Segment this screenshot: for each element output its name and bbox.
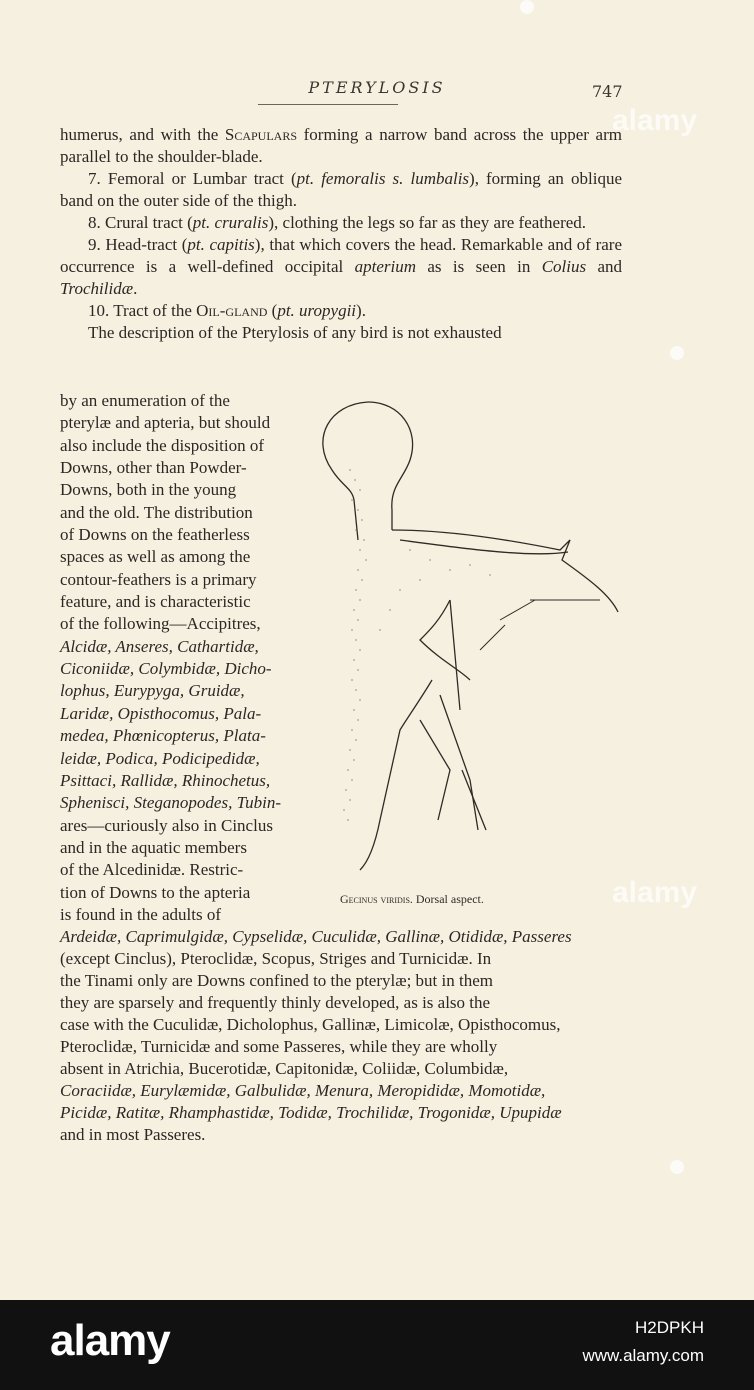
paragraph-description-start: The description of the Pterylosis of any bird is not exhausted (88, 323, 502, 342)
header-rule (258, 104, 398, 105)
text-line: ares—curiously also in Cinclus (60, 815, 273, 835)
paragraph-crural-tract: 8. Crural tract (pt. cruralis), clothing the legs so far as they are feathered. (88, 213, 587, 232)
paragraph-femoral-tract: 7. Femoral or Lumbar tract (pt. femoralis s. lumbalis), forming an oblique band on the outer side of the thigh. (60, 169, 622, 210)
head-outline (323, 402, 368, 540)
paragraph-scapulars: humerus, and with the Scapulars forming a narrow band across the upper arm parallel to the shoulder-blade. (60, 125, 622, 166)
text-line: Laridæ, Opisthocomus, Pala- (60, 703, 262, 723)
watermark-dot (520, 0, 534, 14)
top-text-block (60, 124, 622, 344)
watermark-dot (670, 346, 684, 360)
text-line: Downs, other than Powder- (60, 458, 247, 478)
text-line: Picidæ, Ratitæ, Rhamphastidæ, Todidæ, Trochilidæ, Trogonidæ, Upupidæ (60, 1103, 562, 1122)
text-line: of Downs on the featherless (60, 525, 250, 545)
text-line: and in most Passeres. (60, 1125, 206, 1144)
text-line: and in the aquatic members (60, 837, 247, 857)
text-line: and the old. The distribution (60, 502, 253, 522)
text-line: also include the disposition of (60, 435, 264, 455)
text-line: pterylæ and apteria, but should (60, 413, 271, 433)
text-line: absent in Atrichia, Bucerotidæ, Capitonidæ, Coliidæ, Columbidæ, (60, 1059, 509, 1078)
text-line: Ciconiidæ, Colymbidæ, Dicho- (60, 659, 272, 679)
paragraph-head-tract: 9. Head-tract (pt. capitis), that which covers the head. Remarkable and of rare occurrence is a well-defined occipital apterium as is seen in Colius and Trochilidæ. (60, 235, 623, 298)
text-line: contour-feathers is a primary (60, 569, 257, 589)
text-line: case with the Cuculidæ, Dicholophus, Gallinæ, Limicolæ, Opisthocomus, (60, 1015, 561, 1034)
watermark: alamy (612, 104, 698, 137)
alamy-logo: alamy (50, 1316, 170, 1365)
text-line: leidæ, Podica, Podicipedidæ, (60, 748, 260, 768)
text-line: tion of Downs to the apteria (60, 882, 251, 902)
text-line: Ardeidæ, Caprimulgidæ, Cypselidæ, Cuculidæ, Gallinæ, Otididæ, Passeres (60, 927, 572, 946)
text-line: of the following—Accipitres, (60, 614, 261, 634)
watermark-dot (670, 1160, 684, 1174)
bottom-text-block (60, 926, 622, 1146)
text-line: Sphenisci, Steganopodes, Tubin- (60, 793, 281, 813)
text-line: medea, Phœnicopterus, Plata- (60, 726, 266, 746)
bird-pterylosis-figure (300, 390, 630, 890)
page-number: 747 (592, 82, 623, 101)
feather-tract-stipple (343, 469, 491, 821)
flight-feathers (480, 600, 600, 650)
text-line: of the Alcedinidæ. Restric- (60, 860, 244, 880)
wrapped-text-column (60, 390, 292, 926)
leg-outline (360, 680, 432, 870)
text-line: they are sparsely and frequently thinly developed, as is also the (60, 993, 491, 1012)
watermark: alamy (612, 876, 698, 909)
figure-caption: Gecinus viridis. Dorsal aspect. (340, 892, 484, 906)
paragraph-oil-gland: 10. Tract of the Oil-gland (pt. uropygii). (88, 301, 366, 320)
text-line: the Tinami only are Downs confined to the pterylæ; but in them (60, 971, 493, 990)
site-url: www.alamy.com (582, 1346, 704, 1365)
running-title: PTERYLOSIS (308, 78, 446, 97)
image-id: H2DPKH (635, 1318, 704, 1337)
text-line: Pteroclidæ, Turnicidæ and some Passeres, while they are wholly (60, 1037, 498, 1056)
text-line: by an enumeration of the (60, 391, 230, 410)
text-line: lophus, Eurypyga, Gruidæ, (60, 681, 245, 701)
text-line: is found in the adults of (60, 904, 222, 924)
text-line: Alcidæ, Anseres, Cathartidæ, (60, 636, 259, 656)
text-line: feature, and is characteristic (60, 592, 251, 612)
text-line: Downs, both in the young (60, 480, 237, 500)
text-line: Psittaci, Rallidæ, Rhinochetus, (60, 770, 271, 790)
text-line: spaces as well as among the (60, 547, 251, 567)
text-line: Coraciidæ, Eurylæmidæ, Galbulidæ, Menura, Meropididæ, Momotidæ, (60, 1081, 546, 1100)
text-line: (except Cinclus), Pteroclidæ, Scopus, Striges and Turnicidæ. In (60, 949, 492, 968)
